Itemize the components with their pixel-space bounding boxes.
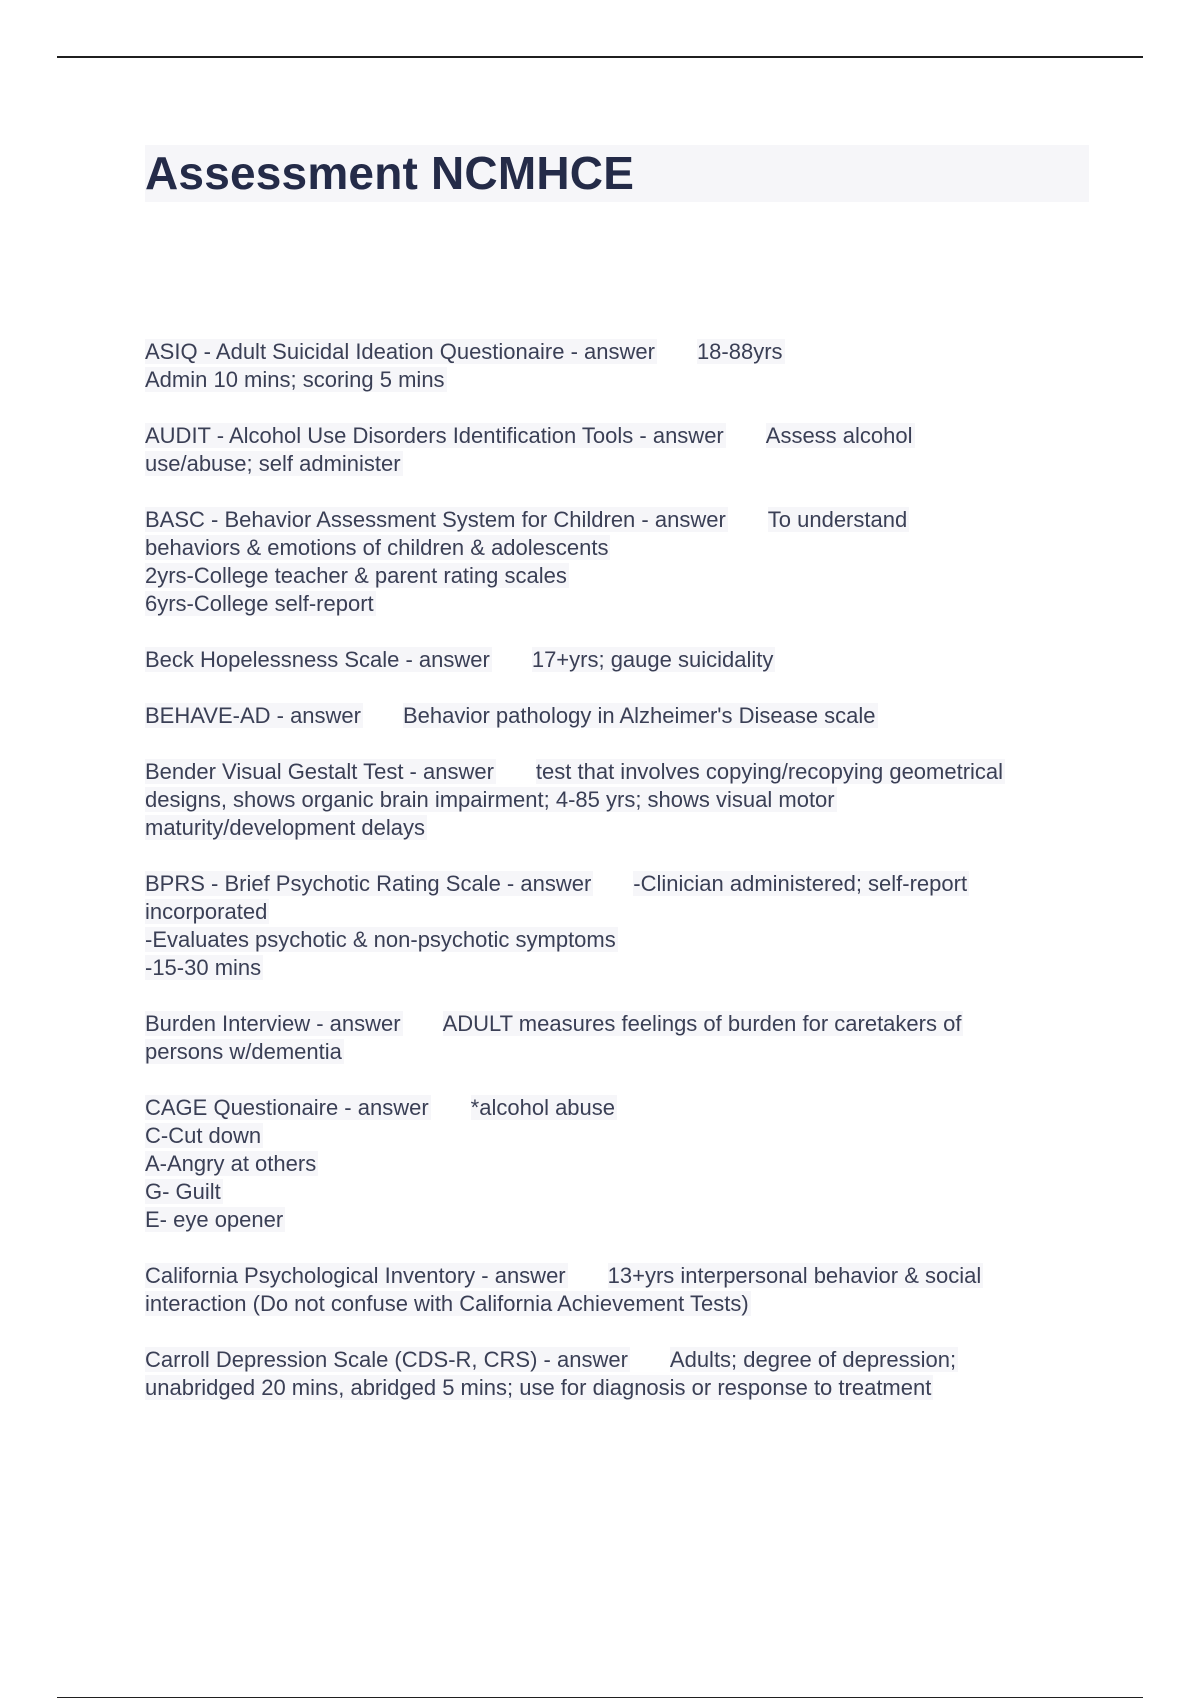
entry-continuation-line <box>145 1206 1089 1234</box>
entry-continuation-line <box>145 1374 1089 1402</box>
entry-first-line <box>145 1010 1089 1038</box>
entry-continuation-text: Admin 10 mins; scoring 5 mins <box>145 367 445 392</box>
flashcard-entry <box>145 1010 1089 1066</box>
entry-term: CAGE Questionaire - answer <box>145 1095 429 1120</box>
flashcard-entry <box>145 702 1089 730</box>
entry-definition: Behavior pathology in Alzheimer's Disease scale <box>402 703 876 728</box>
entry-continuation-text: maturity/development delays <box>145 815 426 840</box>
entry-first-line <box>145 422 1089 450</box>
entry-first-line <box>145 1346 1089 1374</box>
entry-continuation-line <box>145 450 1089 478</box>
page-title: Assessment NCMHCE <box>145 147 635 199</box>
flashcard-entry <box>145 870 1089 982</box>
entry-continuation-text: use/abuse; self administer <box>145 451 401 476</box>
entry-continuation-text: -Evaluates psychotic & non-psychotic symptoms <box>145 927 616 952</box>
entry-continuation-line <box>145 898 1089 926</box>
entry-continuation-line <box>145 786 1089 814</box>
entry-continuation-text: E- eye opener <box>145 1207 284 1232</box>
entry-continuation-line <box>145 366 1089 394</box>
flashcard-entry <box>145 338 1089 394</box>
entry-definition: 13+yrs interpersonal behavior & social <box>607 1263 982 1288</box>
entry-continuation-text: behaviors & emotions of children & adolescents <box>145 535 609 560</box>
entry-first-line <box>145 338 1089 366</box>
entry-continuation-text: 6yrs-College self-report <box>145 591 374 616</box>
entry-term: Bender Visual Gestalt Test - answer <box>145 759 494 784</box>
entry-continuation-line <box>145 954 1089 982</box>
flashcard-entry <box>145 1346 1089 1402</box>
entry-first-line <box>145 758 1089 786</box>
entry-definition: 17+yrs; gauge suicidality <box>531 647 774 672</box>
entry-continuation-text: A-Angry at others <box>145 1151 317 1176</box>
entry-first-line <box>145 1262 1089 1290</box>
entry-continuation-text: -15-30 mins <box>145 955 262 980</box>
entry-first-line <box>145 646 1089 674</box>
entry-definition: To understand <box>767 507 908 532</box>
entry-continuation-text: interaction (Do not confuse with California Achievement Tests) <box>145 1291 749 1316</box>
entry-continuation-line <box>145 926 1089 954</box>
entry-continuation-line <box>145 590 1089 618</box>
entry-continuation-text: C-Cut down <box>145 1123 262 1148</box>
entry-continuation-text: 2yrs-College teacher & parent rating scales <box>145 563 567 588</box>
entry-continuation-text: G- Guilt <box>145 1179 221 1204</box>
entry-continuation-line <box>145 1038 1089 1066</box>
entry-definition: -Clinician administered; self-report <box>633 871 968 896</box>
entry-continuation-line <box>145 1150 1089 1178</box>
entry-term: AUDIT - Alcohol Use Disorders Identification Tools - answer <box>145 423 724 448</box>
entry-continuation-line <box>145 562 1089 590</box>
entry-continuation-text: incorporated <box>145 899 268 924</box>
entry-continuation-line <box>145 814 1089 842</box>
entry-first-line <box>145 702 1089 730</box>
flashcard-entry <box>145 506 1089 618</box>
flashcard-entry <box>145 1262 1089 1318</box>
entry-term: Burden Interview - answer <box>145 1011 401 1036</box>
entry-continuation-line <box>145 1122 1089 1150</box>
entry-term: Carroll Depression Scale (CDS-R, CRS) - answer <box>145 1347 628 1372</box>
entry-definition: *alcohol abuse <box>470 1095 616 1120</box>
entry-first-line <box>145 870 1089 898</box>
entry-definition: Adults; degree of depression; <box>669 1347 957 1372</box>
entry-definition: 18-88yrs <box>696 339 783 364</box>
entry-continuation-text: persons w/dementia <box>145 1039 342 1064</box>
entry-definition: Assess alcohol <box>765 423 913 448</box>
entry-term: California Psychological Inventory - answer <box>145 1263 566 1288</box>
flashcard-entry <box>145 422 1089 478</box>
flashcard-entry <box>145 758 1089 842</box>
entry-definition: ADULT measures feelings of burden for caretakers of <box>442 1011 962 1036</box>
entry-definition: test that involves copying/recopying geometrical <box>535 759 1004 784</box>
entry-term: BPRS - Brief Psychotic Rating Scale - answer <box>145 871 592 896</box>
top-rule <box>57 56 1143 58</box>
entry-continuation-line <box>145 1178 1089 1206</box>
entry-continuation-text: designs, shows organic brain impairment; 4-85 yrs; shows visual motor <box>145 787 835 812</box>
entry-first-line <box>145 1094 1089 1122</box>
entry-term: Beck Hopelessness Scale - answer <box>145 647 490 672</box>
bottom-rule <box>57 1697 1143 1698</box>
entry-term: BEHAVE-AD - answer <box>145 703 361 728</box>
entry-continuation-text: unabridged 20 mins, abridged 5 mins; use for diagnosis or response to treatment <box>145 1375 932 1400</box>
flashcard-entry <box>145 646 1089 674</box>
flashcard-entry <box>145 1094 1089 1234</box>
flashcard-list <box>145 338 1089 1430</box>
entry-term: ASIQ - Adult Suicidal Ideation Questionaire - answer <box>145 339 655 364</box>
entry-term: BASC - Behavior Assessment System for Children - answer <box>145 507 726 532</box>
entry-continuation-line <box>145 534 1089 562</box>
entry-first-line <box>145 506 1089 534</box>
entry-continuation-line <box>145 1290 1089 1318</box>
